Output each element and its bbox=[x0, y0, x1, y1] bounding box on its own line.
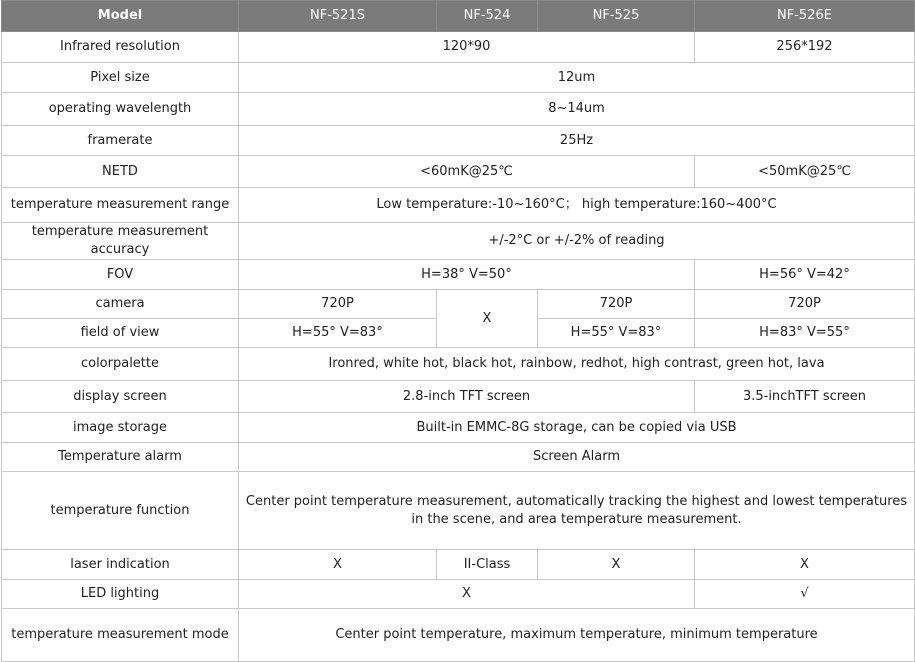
value-pixel-size: 12um bbox=[239, 63, 915, 93]
value-display-screen-526e: 3.5-inchTFT screen bbox=[695, 381, 915, 413]
label-temperature-range: temperature measurement range bbox=[2, 188, 239, 223]
value-temperature-function: Center point temperature measurement, automatically tracking the highest and lowest temperatures in the scene, and area temperature measurement. bbox=[239, 472, 915, 550]
label-temperature-alarm: Temperature alarm bbox=[2, 443, 239, 472]
value-infrared-resolution-521-525: 120*90 bbox=[239, 32, 695, 63]
value-field-of-view-526e: H=83° V=55° bbox=[695, 319, 915, 348]
label-infrared-resolution: Infrared resolution bbox=[2, 32, 239, 63]
spec-table bbox=[1, 0, 915, 662]
row-laser-indication bbox=[2, 550, 915, 580]
value-field-of-view-521s: H=55° V=83° bbox=[239, 319, 437, 348]
value-laser-indication-525: X bbox=[538, 550, 695, 580]
label-operating-wavelength: operating wavelength bbox=[2, 93, 239, 126]
value-laser-indication-526e: X bbox=[695, 550, 915, 580]
row-color-palette bbox=[2, 348, 915, 381]
header-model-nf-525: NF-525 bbox=[538, 1, 695, 32]
value-netd-521-525: <60mK@25℃ bbox=[239, 156, 695, 188]
value-temperature-alarm: Screen Alarm bbox=[239, 443, 915, 472]
label-display-screen: display screen bbox=[2, 381, 239, 413]
header-model-label: Model bbox=[2, 1, 239, 32]
label-fov: FOV bbox=[2, 260, 239, 290]
row-image-storage bbox=[2, 413, 915, 443]
value-camera-521s: 720P bbox=[239, 290, 437, 319]
label-image-storage: image storage bbox=[2, 413, 239, 443]
header-model-nf-526e: NF-526E bbox=[695, 1, 915, 32]
value-camera-525: 720P bbox=[538, 290, 695, 319]
row-netd bbox=[2, 156, 915, 188]
value-image-storage: Built-in EMMC-8G storage, can be copied via USB bbox=[239, 413, 915, 443]
row-display-screen bbox=[2, 381, 915, 413]
value-infrared-resolution-526e: 256*192 bbox=[695, 32, 915, 63]
label-temperature-mode: temperature measurement mode bbox=[2, 609, 239, 662]
label-pixel-size: Pixel size bbox=[2, 63, 239, 93]
row-temperature-function bbox=[2, 472, 915, 550]
value-fov-521-525: H=38° V=50° bbox=[239, 260, 695, 290]
value-laser-indication-524: II-Class bbox=[437, 550, 538, 580]
row-infrared-resolution bbox=[2, 32, 915, 63]
header-model-nf-524: NF-524 bbox=[437, 1, 538, 32]
row-fov bbox=[2, 260, 915, 290]
row-temperature-alarm bbox=[2, 443, 915, 472]
label-temperature-accuracy: temperature measurement accuracy bbox=[2, 223, 239, 260]
row-temperature-mode bbox=[2, 609, 915, 662]
row-temperature-range bbox=[2, 188, 915, 223]
row-temperature-accuracy bbox=[2, 223, 915, 260]
value-temperature-mode: Center point temperature, maximum temperature, minimum temperature bbox=[239, 609, 915, 662]
row-camera bbox=[2, 290, 915, 319]
value-camera-526e: 720P bbox=[695, 290, 915, 319]
value-temperature-accuracy: +/-2°C or +/-2% of reading bbox=[239, 223, 915, 260]
label-netd: NETD bbox=[2, 156, 239, 188]
value-laser-indication-521s: X bbox=[239, 550, 437, 580]
value-camera-524: X bbox=[437, 290, 538, 348]
label-laser-indication: laser indication bbox=[2, 550, 239, 580]
value-netd-526e: <50mK@25℃ bbox=[695, 156, 915, 188]
label-color-palette: colorpalette bbox=[2, 348, 239, 381]
value-field-of-view-525: H=55° V=83° bbox=[538, 319, 695, 348]
header-model-nf-521s: NF-521S bbox=[239, 1, 437, 32]
label-led-lighting: LED lighting bbox=[2, 580, 239, 609]
row-framerate bbox=[2, 126, 915, 156]
label-field-of-view: field of view bbox=[2, 319, 239, 348]
label-temperature-function: temperature function bbox=[2, 472, 239, 550]
label-framerate: framerate bbox=[2, 126, 239, 156]
row-pixel-size bbox=[2, 63, 915, 93]
value-temperature-range: Low temperature:-10~160°C； high temperature:160~400°C bbox=[239, 188, 915, 223]
value-display-screen-521-525: 2.8-inch TFT screen bbox=[239, 381, 695, 413]
row-led-lighting bbox=[2, 580, 915, 609]
value-led-lighting-526e: √ bbox=[695, 580, 915, 609]
value-framerate: 25Hz bbox=[239, 126, 915, 156]
value-led-lighting-521-525: X bbox=[239, 580, 695, 609]
value-fov-526e: H=56° V=42° bbox=[695, 260, 915, 290]
label-camera: camera bbox=[2, 290, 239, 319]
header-row bbox=[2, 1, 915, 32]
value-color-palette: Ironred, white hot, black hot, rainbow, redhot, high contrast, green hot, lava bbox=[239, 348, 915, 381]
value-operating-wavelength: 8~14um bbox=[239, 93, 915, 126]
row-operating-wavelength bbox=[2, 93, 915, 126]
